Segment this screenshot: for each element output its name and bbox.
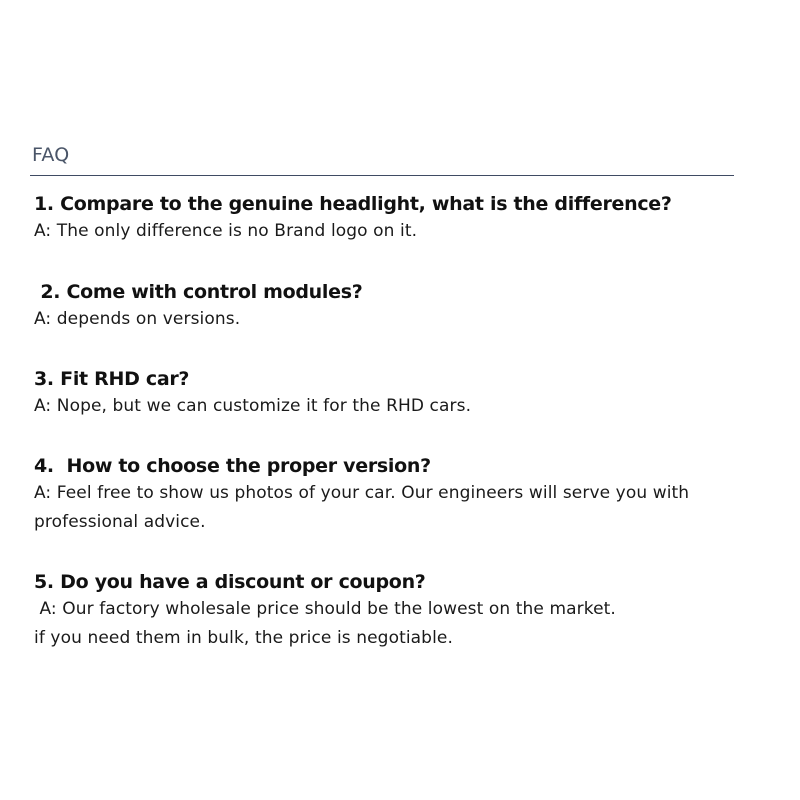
heading-divider [30,175,734,176]
faq-item [34,453,754,537]
faq-heading: FAQ [32,144,70,166]
faq-item [34,191,754,246]
faq-question: 1. Compare to the genuine headlight, what is the difference? [34,193,672,215]
faq-item [34,569,754,653]
faq-question: 3. Fit RHD car? [34,368,190,390]
faq-item [34,366,754,421]
faq-answer: if you need them in bulk, the price is negotiable. [34,628,453,648]
faq-answer: A: The only difference is no Brand logo on it. [34,221,418,241]
faq-answer: A: Feel free to show us photos of your car. Our engineers will serve you with [34,483,690,503]
faq-item [34,279,754,334]
faq-answer: professional advice. [34,512,206,532]
faq-question: 5. Do you have a discount or coupon? [34,571,426,593]
faq-answer: A: Our factory wholesale price should be the lowest on the market. [34,599,616,619]
faq-question: 4. How to choose the proper version? [34,455,431,477]
faq-answer: A: depends on versions. [34,309,241,329]
faq-answer: A: Nope, but we can customize it for the RHD cars. [34,396,472,416]
faq-question: 2. Come with control modules? [34,281,363,303]
